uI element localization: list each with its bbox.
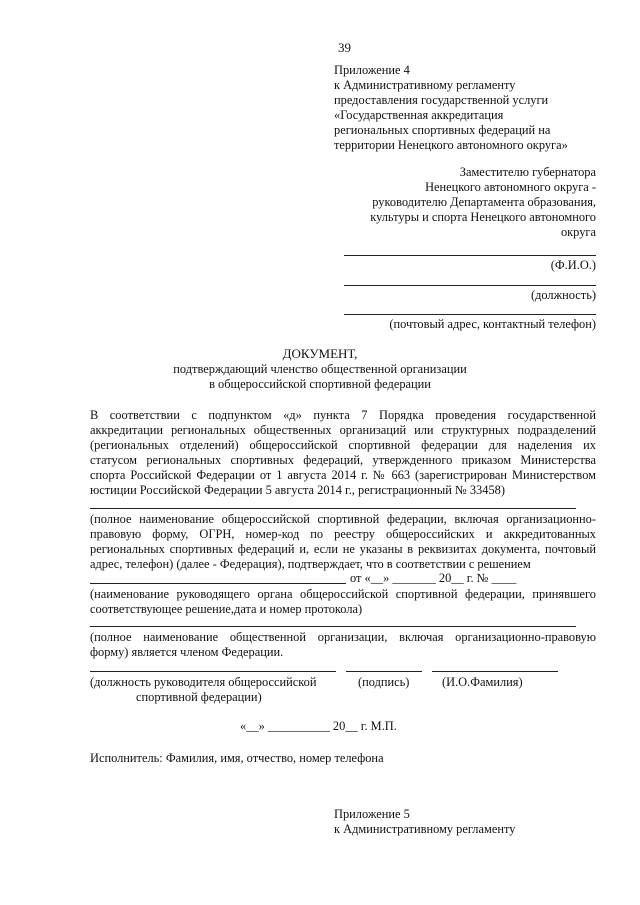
page-number: 39 [338,40,351,55]
appendix-line: к Административному регламенту [334,78,516,92]
decision-date-number: от «__» _______ 20__ г. № ____ [350,571,517,585]
appendix-line: Приложение 5 [334,807,410,821]
name-signature-line[interactable] [432,671,558,672]
federation-description [90,512,596,572]
appendix-line: региональных спортивных федераций на [334,123,551,137]
paragraph-line: аккредитации региональных общественных организаций или структурных подразделений [90,423,596,437]
appendix-4-header [334,63,614,153]
appendix-line: территории Ненецкого автономного округа» [334,138,568,152]
addressee-line: округа [560,225,596,239]
fio-label: (Ф.И.О.) [550,258,596,272]
federation-line: (полное наименование общероссийской спортивной федерации, включая организационно- [90,512,596,526]
federation-line: адрес, телефон) (далее - Федерация), подтверждает, что в соответствии с решением [90,557,531,571]
federation-line: правовую форму, ОГРН, номер-код по реестру общероссийских и аккредитованных [90,527,596,541]
appendix-5-header [334,807,614,837]
organization-description [90,630,596,660]
appendix-line: «Государственная аккредитация [334,108,504,122]
addressee-line: руководителю Департамента образования, [372,195,596,209]
paragraph-line: (региональных отделений) общероссийской спортивной федерации для наделения их [90,438,596,452]
document-title: ДОКУМЕНТ, [282,346,358,361]
document-subtitle-2: в общероссийской спортивной федерации [209,377,431,391]
executor-line: Исполнитель: Фамилия, имя, отчество, номер телефона [90,751,384,765]
intro-paragraph [90,408,596,498]
addressee-line: культуры и спорта Ненецкого автономного [370,210,596,224]
org-line: (полное наименование общественной организации, включая организационно-правовую [90,630,596,644]
fio-fill-line[interactable] [344,255,596,256]
appendix-line: к Административному регламенту [334,822,516,836]
organ-line: соответствующее решение,дата и номер протокола) [90,602,363,616]
paragraph-line: статусом региональных спортивных федераций, утвержденного приказом Министерства [90,453,596,467]
federation-fill-line[interactable] [90,508,576,509]
organ-line: (наименование руководящего органа общероссийской спортивной федерации, принявшего [90,587,596,601]
org-line: форму) является членом Федерации. [90,645,284,659]
decision-fill-line[interactable] [90,583,346,584]
addressee-line: Ненецкого автономного округа - [425,180,596,194]
organization-fill-line[interactable] [90,626,576,627]
appendix-line: Приложение 4 [334,63,410,77]
signature-line[interactable] [346,671,422,672]
date-stamp-line: «__» __________ 20__ г. М.П. [240,719,397,733]
signature-position-label-2: спортивной федерации) [136,690,262,704]
paragraph-line: спорта Российской Федерации от 1 августа 2014 г. № 663 (зарегистрирован Министерством [90,468,596,482]
federation-line: региональных спортивных федераций и, если не указаны в реквизитах документа, почтовый [90,542,596,556]
signature-label: (подпись) [358,675,410,689]
address-fill-line[interactable] [344,314,596,315]
paragraph-line: юстиции Российской Федерации 5 августа 2014 г., регистрационный № 33458) [90,483,505,497]
position-signature-line[interactable] [90,671,336,672]
position-fill-line[interactable] [344,285,596,286]
document-subtitle-1: подтверждающий членство общественной организации [173,362,467,376]
paragraph-line: В соответствии с подпунктом «д» пункта 7 Порядка проведения государственной [90,408,596,422]
address-label: (почтовый адрес, контактный телефон) [389,317,596,331]
governing-organ-description [90,587,596,617]
signature-position-label: (должность руководителя общероссийской [90,675,317,689]
appendix-line: предоставления государственной услуги [334,93,549,107]
addressee-line: Заместителю губернатора [459,165,596,179]
position-label: (должность) [530,288,596,302]
signature-name-label: (И.О.Фамилия) [442,675,523,689]
addressee-block [296,165,596,240]
